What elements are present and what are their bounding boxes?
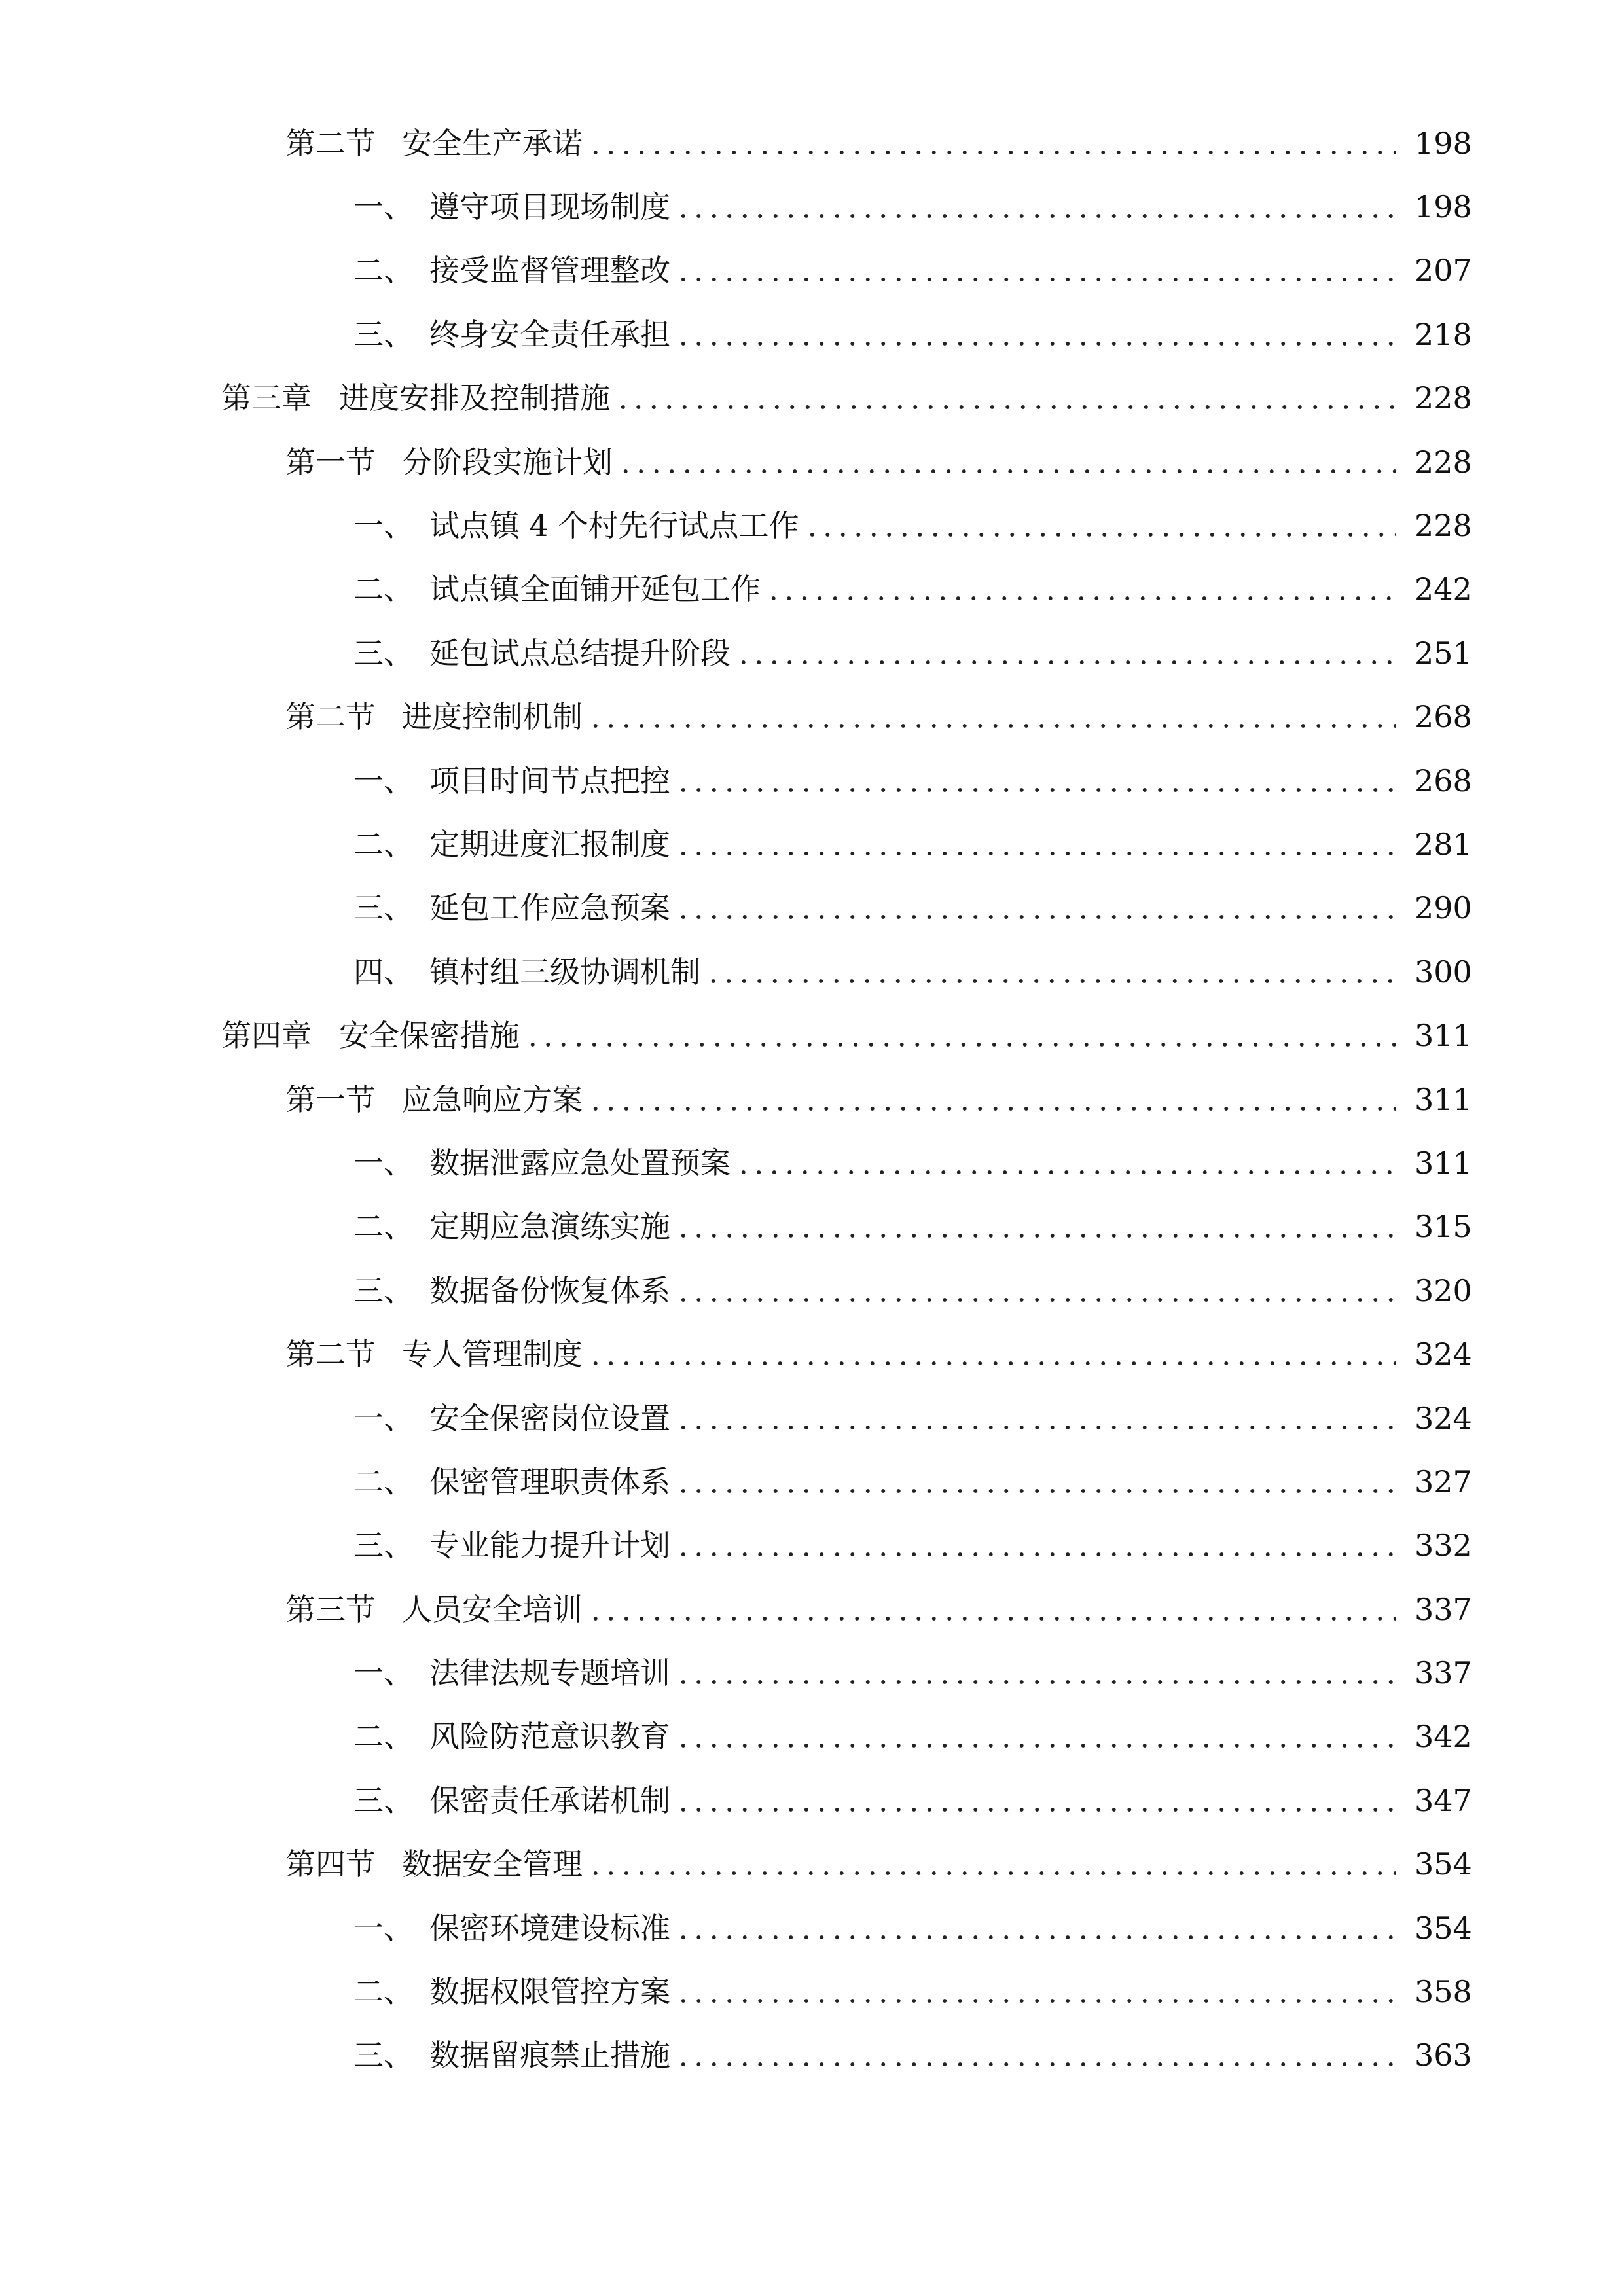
dot-leader (676, 1808, 1396, 1812)
toc-entry-label (285, 1336, 583, 1372)
toc-section-entry[interactable] (0, 1067, 1624, 1131)
dot-leader (588, 1871, 1396, 1875)
dot-leader (676, 278, 1396, 281)
dot-leader (804, 533, 1396, 537)
toc-entry-number: 四、 (353, 954, 414, 990)
toc-entry-number: 二、 (353, 826, 414, 862)
toc-page-number: 268 (1415, 762, 1472, 798)
toc-subsection-entry[interactable] (0, 876, 1624, 940)
dot-leader (676, 1489, 1396, 1493)
dot-leader (618, 469, 1396, 473)
toc-entry-number: 一、 (353, 1655, 414, 1691)
toc-entry-title: 保密环境建设标准 (429, 1910, 670, 1946)
toc-entry-title: 保密管理职责体系 (429, 1463, 670, 1499)
toc-entry-title: 法律法规专题培训 (429, 1655, 670, 1691)
toc-entry-title: 应急响应方案 (402, 1081, 583, 1117)
toc-page-number: 363 (1415, 2037, 1472, 2073)
dot-leader (736, 660, 1396, 664)
toc-entry-label (285, 125, 583, 161)
dot-leader (588, 724, 1396, 728)
dot-leader (706, 979, 1396, 983)
toc-entry-number: 二、 (353, 571, 414, 607)
dot-leader (766, 596, 1396, 600)
toc-entry-label (353, 316, 670, 352)
toc-entry-title: 终身安全责任承担 (429, 316, 670, 352)
toc-subsection-entry[interactable] (0, 1195, 1624, 1259)
toc-entry-number: 第二节 (285, 699, 376, 735)
toc-entry-label (353, 571, 761, 607)
toc-page-number: 311 (1415, 1145, 1472, 1181)
toc-entry-label (353, 1463, 670, 1499)
toc-entry-title: 进度安排及控制措施 (339, 380, 610, 416)
toc-entry-title: 进度控制机制 (402, 699, 583, 735)
toc-entry-title: 接受监督管理整改 (429, 253, 670, 289)
toc-entry-label (353, 890, 670, 926)
toc-entry-label (353, 1655, 670, 1691)
toc-subsection-entry[interactable] (0, 1896, 1624, 1960)
toc-entry-title: 遵守项目现场制度 (429, 189, 670, 225)
toc-entry-title: 数据备份恢复体系 (429, 1272, 670, 1308)
dot-leader (676, 2062, 1396, 2066)
toc-entry-number: 第四章 (221, 1018, 312, 1054)
toc-subsection-entry[interactable] (0, 493, 1624, 557)
toc-entry-label (353, 1272, 670, 1308)
toc-page-number: 358 (1415, 1974, 1472, 2010)
dot-leader (676, 214, 1396, 218)
toc-entry-title: 安全保密岗位设置 (429, 1400, 670, 1436)
toc-entry-title: 镇村组三级协调机制 (429, 954, 700, 990)
toc-entry-number: 二、 (353, 1209, 414, 1245)
toc-entry-label (353, 508, 799, 544)
toc-page-number: 327 (1415, 1463, 1472, 1499)
toc-entry-number: 三、 (353, 890, 414, 926)
toc-entry-number: 三、 (353, 1272, 414, 1308)
toc-entry-title: 定期应急演练实施 (429, 1209, 670, 1245)
toc-entry-number: 三、 (353, 2037, 414, 2073)
toc-section-entry[interactable] (0, 111, 1624, 175)
dot-leader (588, 1617, 1396, 1621)
toc-entry-title: 安全保密措施 (339, 1018, 520, 1054)
toc-entry-label (353, 1145, 731, 1181)
toc-entry-label (353, 1782, 670, 1818)
toc-page-number: 354 (1415, 1846, 1472, 1882)
toc-page-number: 218 (1415, 316, 1472, 352)
toc-entry-label (353, 826, 670, 862)
toc-page-number: 228 (1415, 444, 1472, 480)
dot-leader (736, 1170, 1396, 1174)
toc-entry-number: 第三节 (285, 1591, 376, 1627)
dot-leader (676, 1298, 1396, 1302)
toc-page-number: 300 (1415, 954, 1472, 990)
toc-page-number: 207 (1415, 253, 1472, 289)
toc-entry-title: 数据安全管理 (402, 1846, 583, 1882)
toc-entry-number: 一、 (353, 1145, 414, 1181)
toc-page-number: 315 (1415, 1209, 1472, 1245)
toc-section-entry[interactable] (0, 1833, 1624, 1896)
toc-chapter-entry[interactable] (0, 367, 1624, 430)
toc-subsection-entry[interactable] (0, 302, 1624, 366)
toc-entry-label (353, 1910, 670, 1946)
toc-subsection-entry[interactable] (0, 1705, 1624, 1768)
toc-page-number: 332 (1415, 1528, 1472, 1564)
toc-entry-title: 试点镇 4 个村先行试点工作 (429, 508, 799, 544)
toc-subsection-entry[interactable] (0, 1450, 1624, 1513)
toc-entry-title: 分阶段实施计划 (402, 444, 613, 480)
toc-entry-number: 第一节 (285, 444, 376, 480)
toc-entry-label (353, 635, 731, 671)
toc-page-number: 337 (1415, 1655, 1472, 1691)
toc-entry-label (285, 1846, 583, 1882)
toc-subsection-entry[interactable] (0, 940, 1624, 1003)
toc-entry-number: 二、 (353, 1974, 414, 2010)
toc-entry-label (353, 1719, 670, 1755)
toc-entry-number: 一、 (353, 1400, 414, 1436)
dot-leader (615, 405, 1396, 409)
toc-subsection-entry[interactable] (0, 1131, 1624, 1194)
toc-entry-number: 二、 (353, 253, 414, 289)
toc-entry-label (353, 1528, 670, 1564)
toc-entry-title: 试点镇全面铺开延包工作 (429, 571, 761, 607)
toc-entry-number: 第一节 (285, 1081, 376, 1117)
dot-leader (676, 1680, 1396, 1684)
toc-entry-number: 三、 (353, 316, 414, 352)
table-of-contents (0, 111, 1624, 2087)
toc-page-number: 324 (1415, 1400, 1472, 1436)
toc-section-entry[interactable] (0, 430, 1624, 493)
toc-entry-label (285, 444, 613, 480)
toc-subsection-entry[interactable] (0, 749, 1624, 812)
toc-entry-label (353, 253, 670, 289)
toc-entry-number: 第二节 (285, 125, 376, 161)
toc-entry-number: 第四节 (285, 1846, 376, 1882)
dot-leader (676, 1552, 1396, 1556)
toc-entry-number: 一、 (353, 1910, 414, 1946)
toc-entry-title: 项目时间节点把控 (429, 762, 670, 798)
toc-subsection-entry[interactable] (0, 1386, 1624, 1450)
toc-entry-title: 数据权限管控方案 (429, 1974, 670, 2010)
toc-entry-label (285, 1081, 583, 1117)
toc-page-number: 320 (1415, 1272, 1472, 1308)
dot-leader (525, 1043, 1396, 1047)
toc-entry-title: 安全生产承诺 (402, 125, 583, 161)
toc-entry-title: 延包试点总结提升阶段 (429, 635, 731, 671)
toc-entry-title: 专业能力提升计划 (429, 1528, 670, 1564)
toc-page-number: 311 (1415, 1081, 1472, 1117)
toc-page-number: 242 (1415, 571, 1472, 607)
toc-subsection-entry[interactable] (0, 239, 1624, 302)
toc-subsection-entry[interactable] (0, 175, 1624, 238)
dot-leader (676, 1744, 1396, 1748)
toc-entry-title: 延包工作应急预案 (429, 890, 670, 926)
toc-entry-label (353, 1400, 670, 1436)
toc-subsection-entry[interactable] (0, 621, 1624, 685)
toc-entry-label (285, 1591, 583, 1627)
toc-entry-label (353, 954, 700, 990)
toc-entry-label (353, 1974, 670, 2010)
toc-subsection-entry[interactable] (0, 558, 1624, 621)
dot-leader (676, 852, 1396, 855)
toc-entry-number: 第三章 (221, 380, 312, 416)
toc-entry-number: 二、 (353, 1463, 414, 1499)
toc-entry-number: 三、 (353, 635, 414, 671)
toc-entry-title: 保密责任承诺机制 (429, 1782, 670, 1818)
toc-entry-number: 一、 (353, 189, 414, 225)
dot-leader (588, 1107, 1396, 1111)
toc-entry-title: 专人管理制度 (402, 1336, 583, 1372)
toc-entry-title: 数据泄露应急处置预案 (429, 1145, 731, 1181)
dot-leader (676, 1999, 1396, 2003)
toc-page-number: 290 (1415, 890, 1472, 926)
toc-page-number: 198 (1415, 125, 1472, 161)
toc-entry-number: 第二节 (285, 1336, 376, 1372)
toc-entry-number: 一、 (353, 508, 414, 544)
toc-entry-label (221, 1018, 520, 1054)
toc-section-entry[interactable] (0, 1577, 1624, 1641)
toc-entry-title: 风险防范意识教育 (429, 1719, 670, 1755)
dot-leader (588, 1361, 1396, 1365)
toc-entry-title: 数据留痕禁止措施 (429, 2037, 670, 2073)
toc-subsection-entry[interactable] (0, 1960, 1624, 2023)
dot-leader (676, 1234, 1396, 1238)
toc-subsection-entry[interactable] (0, 1514, 1624, 1577)
toc-page-number: 324 (1415, 1336, 1472, 1372)
toc-page-number: 347 (1415, 1782, 1472, 1818)
toc-page-number: 354 (1415, 1910, 1472, 1946)
toc-entry-label (353, 1209, 670, 1245)
dot-leader (676, 1935, 1396, 1939)
toc-section-entry[interactable] (0, 1322, 1624, 1386)
toc-entry-label (221, 380, 610, 416)
toc-entry-label (353, 762, 670, 798)
toc-entry-label (353, 2037, 670, 2073)
toc-page-number: 228 (1415, 508, 1472, 544)
toc-entry-label (285, 699, 583, 735)
toc-page-number: 198 (1415, 189, 1472, 225)
toc-entry-label (353, 189, 670, 225)
dot-leader (588, 151, 1396, 154)
toc-page-number: 228 (1415, 380, 1472, 416)
toc-entry-title: 定期进度汇报制度 (429, 826, 670, 862)
toc-chapter-entry[interactable] (0, 1003, 1624, 1067)
dot-leader (676, 342, 1396, 346)
toc-page-number: 311 (1415, 1018, 1472, 1054)
toc-entry-number: 一、 (353, 762, 414, 798)
toc-entry-number: 三、 (353, 1528, 414, 1564)
dot-leader (676, 1426, 1396, 1429)
toc-subsection-entry[interactable] (0, 1641, 1624, 1704)
toc-subsection-entry[interactable] (0, 2024, 1624, 2087)
toc-entry-title: 人员安全培训 (402, 1591, 583, 1627)
toc-page-number: 281 (1415, 826, 1472, 862)
toc-page-number: 342 (1415, 1719, 1472, 1755)
toc-subsection-entry[interactable] (0, 812, 1624, 876)
dot-leader (676, 788, 1396, 792)
toc-page-number: 268 (1415, 699, 1472, 735)
toc-entry-number: 二、 (353, 1719, 414, 1755)
dot-leader (676, 915, 1396, 919)
toc-section-entry[interactable] (0, 685, 1624, 749)
toc-page-number: 337 (1415, 1591, 1472, 1627)
toc-subsection-entry[interactable] (0, 1768, 1624, 1832)
toc-subsection-entry[interactable] (0, 1259, 1624, 1322)
toc-page-number: 251 (1415, 635, 1472, 671)
toc-entry-number: 三、 (353, 1782, 414, 1818)
